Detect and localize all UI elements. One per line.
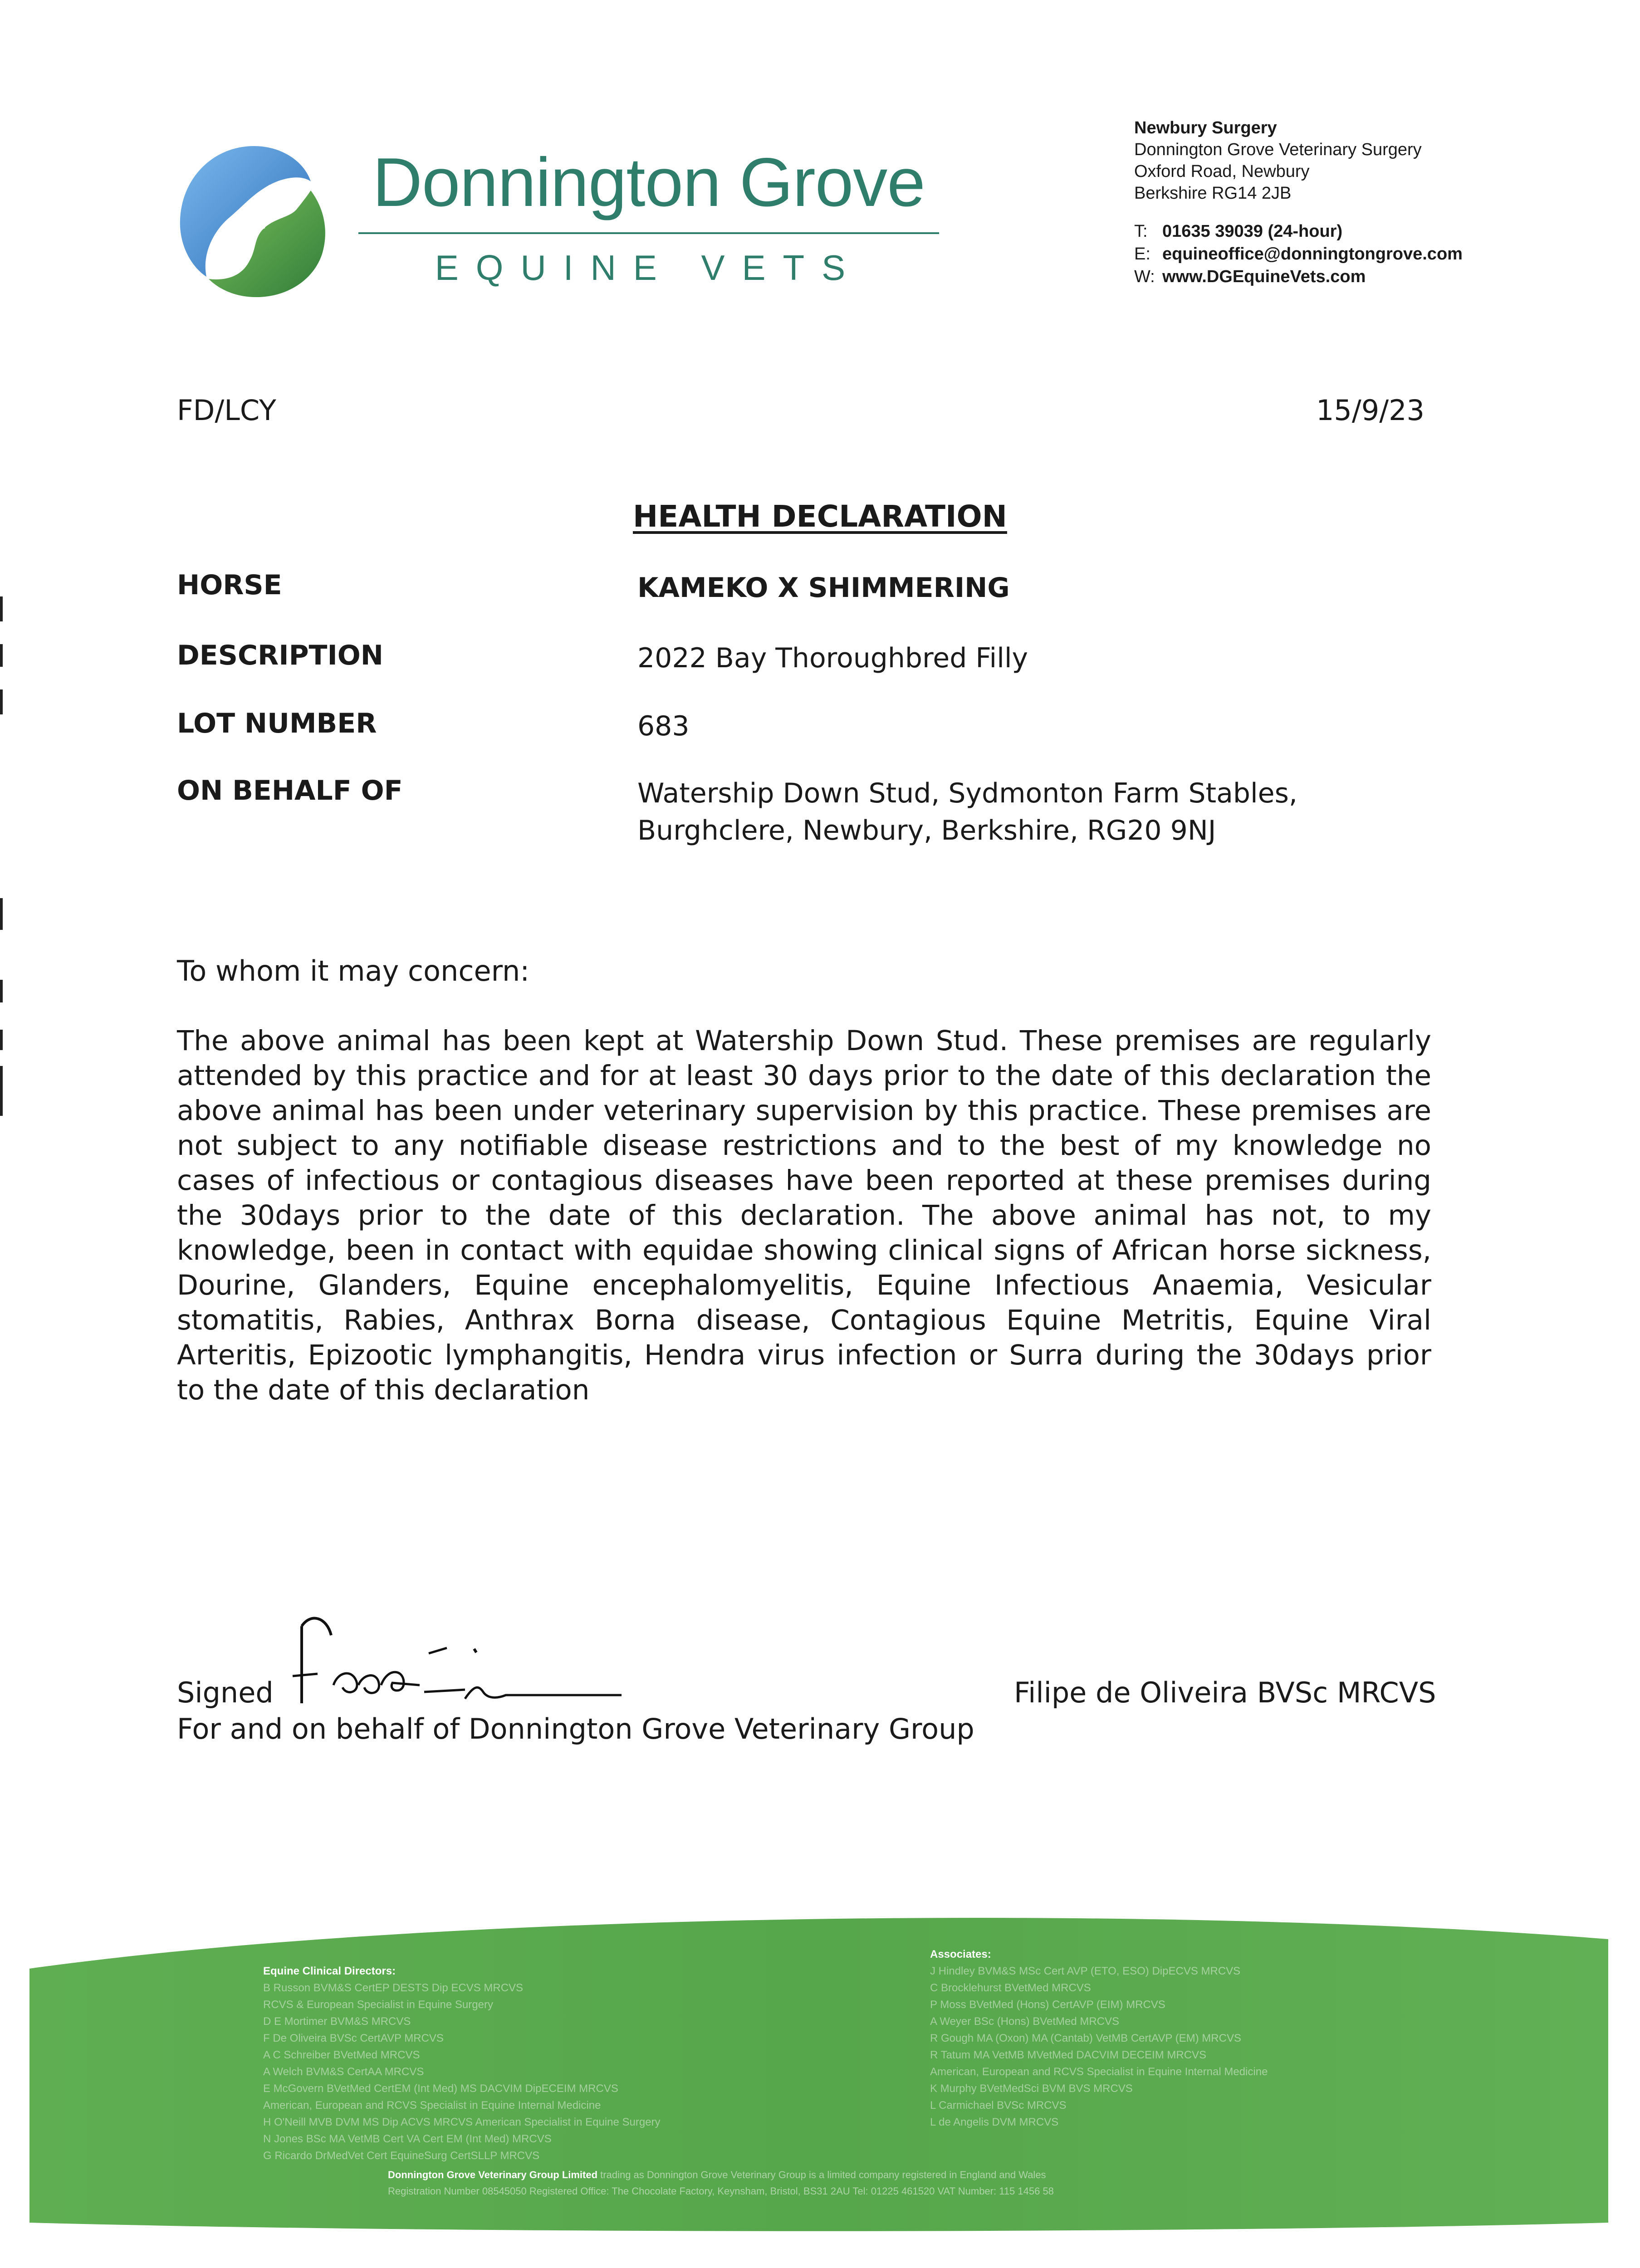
declaration-body	[177, 1023, 1431, 1408]
director-item: RCVS & European Specialist in Equine Surgery	[263, 1999, 493, 2011]
directors-list	[263, 1963, 661, 2164]
body-line: stomatitis, Rabies, Anthrax Borna disease, Contagious Equine Metritis, Equine Viral Arteritis,	[177, 1304, 1431, 1371]
detail-value-on-behalf-of	[637, 775, 1297, 849]
phone-label: T:	[1134, 222, 1148, 241]
phone-row	[1134, 220, 1463, 243]
detail-value-line: KAMEKO X SHIMMERING	[637, 572, 1010, 604]
practice-tagline: EQUINE VETS	[435, 248, 863, 288]
detail-value-line: 2022 Bay Thoroughbred Filly	[637, 642, 1028, 674]
brand-divider	[358, 232, 939, 234]
associate-item: A Weyer BSc (Hons) BVetMed MRCVS	[930, 2015, 1120, 2028]
body-line: above animal has been under veterinary supervision by this practice. These premises are	[177, 1095, 1431, 1127]
detail-label-horse: HORSE	[177, 569, 282, 601]
body-line: The above animal has been kept at Watership Down Stud. These premises are regularly	[177, 1025, 1431, 1057]
scan-mark	[0, 596, 3, 621]
scan-mark	[0, 644, 3, 667]
scan-mark	[0, 1030, 3, 1050]
practice-name: Donnington Grove	[372, 144, 925, 221]
associate-item: C Brocklehurst BVetMed MRCVS	[930, 1982, 1091, 1994]
director-item: A C Schreiber BVetMed MRCVS	[263, 2049, 420, 2061]
director-item: H O'Neill MVB DVM MS Dip ACVS MRCVS American Specialist in Equine Surgery	[263, 2116, 661, 2128]
detail-label-description: DESCRIPTION	[177, 640, 384, 671]
address-line: Donnington Grove Veterinary Surgery	[1134, 140, 1422, 159]
body-line: attended by this practice and for at least 30 days prior to the date of this declaration the	[177, 1060, 1431, 1092]
surgery-address	[1134, 117, 1422, 204]
website-row	[1134, 265, 1463, 288]
handwritten-signature-icon	[284, 1594, 628, 1712]
associate-item: R Tatum MA VetMB MVetMed DACVIM DECEIM MRCVS	[930, 2049, 1207, 2061]
directors-heading: Equine Clinical Directors:	[263, 1965, 396, 1977]
director-item: G Ricardo DrMedVet Cert EquineSurg CertSLLP MRCVS	[263, 2150, 540, 2162]
body-line: the 30days prior to the date of this declaration. The above animal has not, to my	[177, 1199, 1431, 1232]
associates-list	[930, 1946, 1268, 2131]
associate-item: R Gough MA (Oxon) MA (Cantab) VetMB CertAVP (EM) MRCVS	[930, 2032, 1241, 2044]
legal-line: trading as Donnington Grove Veterinary Group is a limited company registered in England and Wales	[600, 2169, 1046, 2180]
body-line: of this declaration	[339, 1374, 590, 1406]
practice-logo-icon	[175, 141, 333, 299]
associate-item: P Moss BVetMed (Hons) CertAVP (EIM) MRCVS	[930, 1999, 1165, 2011]
behalf-line: For and on behalf of Donnington Grove Veterinary Group	[177, 1712, 974, 1745]
detail-label-lot-number: LOT NUMBER	[177, 708, 377, 739]
director-item: American, European and RCVS Specialist in Equine Internal Medicine	[263, 2099, 601, 2112]
associates-heading: Associates:	[930, 1948, 991, 1960]
detail-value-line: Watership Down Stud, Sydmonton Farm Stables,	[637, 777, 1297, 809]
director-item: E McGovern BVetMed CertEM (Int Med) MS DACVIM DipECEIM MRCVS	[263, 2082, 618, 2095]
body-line: cases of infectious or contagious diseases have been reported at these premises during	[177, 1164, 1431, 1197]
phone-value: 01635 39039 (24-hour)	[1162, 222, 1343, 241]
director-item: B Russon BVM&S CertEP DESTS Dip ECVS MRCVS	[263, 1982, 524, 1994]
email-label: E:	[1134, 244, 1150, 264]
scan-mark	[0, 689, 3, 714]
detail-value-horse	[637, 569, 1010, 606]
email-row	[1134, 243, 1463, 265]
email-value: equineoffice@donningtongrove.com	[1162, 244, 1463, 264]
director-item: D E Mortimer BVM&S MRCVS	[263, 2015, 411, 2028]
detail-label-on-behalf-of: ON BEHALF OF	[177, 775, 403, 807]
associate-item: L de Angelis DVM MRCVS	[930, 2116, 1059, 2128]
website-value: www.DGEquineVets.com	[1162, 267, 1366, 286]
associate-item: L Carmichael BVSc MRCVS	[930, 2099, 1067, 2112]
website-label: W:	[1134, 267, 1155, 286]
document-title: HEALTH DECLARATION	[633, 499, 1007, 534]
scan-mark	[0, 980, 3, 1002]
director-item: N Jones BSc MA VetMB Cert VA Cert EM (Int Med) MRCVS	[263, 2133, 552, 2145]
footer-band	[0, 1896, 1640, 2268]
address-line: Oxford Road, Newbury	[1134, 162, 1310, 181]
signed-label: Signed	[177, 1676, 274, 1709]
body-line: knowledge, been in contact with equidae showing clinical signs of African horse sickness,	[177, 1234, 1431, 1266]
footer-legal	[388, 2167, 1054, 2200]
salutation: To whom it may concern:	[177, 954, 530, 987]
reference-code: FD/LCY	[177, 394, 276, 427]
scan-mark	[0, 898, 3, 930]
body-line: Dourine, Glanders, Equine encephalomyelitis, Equine Infectious Anaemia, Vesicular	[177, 1269, 1431, 1301]
detail-value-lot-number	[637, 708, 690, 745]
legal-heading: Donnington Grove Veterinary Group Limited	[388, 2169, 598, 2180]
body-line: Epizootic lymphangitis, Hendra virus infection or Surra during the 30days prior to the date	[177, 1339, 1431, 1406]
detail-value-line: Burghclere, Newbury, Berkshire, RG20 9NJ	[637, 815, 1216, 846]
surgery-name: Newbury Surgery	[1134, 118, 1277, 137]
detail-value-description	[637, 640, 1028, 677]
director-item: A Welch BVM&S CertAA MRCVS	[263, 2066, 424, 2078]
director-item: F De Oliveira BVSc CertAVP MRCVS	[263, 2032, 444, 2044]
associate-item: K Murphy BVetMedSci BVM BVS MRCVS	[930, 2082, 1133, 2095]
detail-value-line: 683	[637, 710, 690, 742]
address-line: Berkshire RG14 2JB	[1134, 184, 1292, 203]
document-date: 15/9/23	[1316, 394, 1425, 427]
contact-details	[1134, 220, 1463, 288]
signatory-name: Filipe de Oliveira BVSc MRCVS	[1014, 1676, 1436, 1709]
body-line: not subject to any notifiable disease restrictions and to the best of my knowledge no	[177, 1129, 1431, 1162]
scan-mark	[0, 1066, 3, 1116]
legal-line: Registration Number 08545050 Registered Office: The Chocolate Factory, Keynsham, Bristol, BS31 2AU Tel: 01225 461520 VAT Number: 115 1456 58	[388, 2185, 1054, 2197]
associate-item: American, European and RCVS Specialist in Equine Internal Medicine	[930, 2066, 1268, 2078]
associate-item: J Hindley BVM&S MSc Cert AVP (ETO, ESO) DipECVS MRCVS	[930, 1965, 1241, 1977]
